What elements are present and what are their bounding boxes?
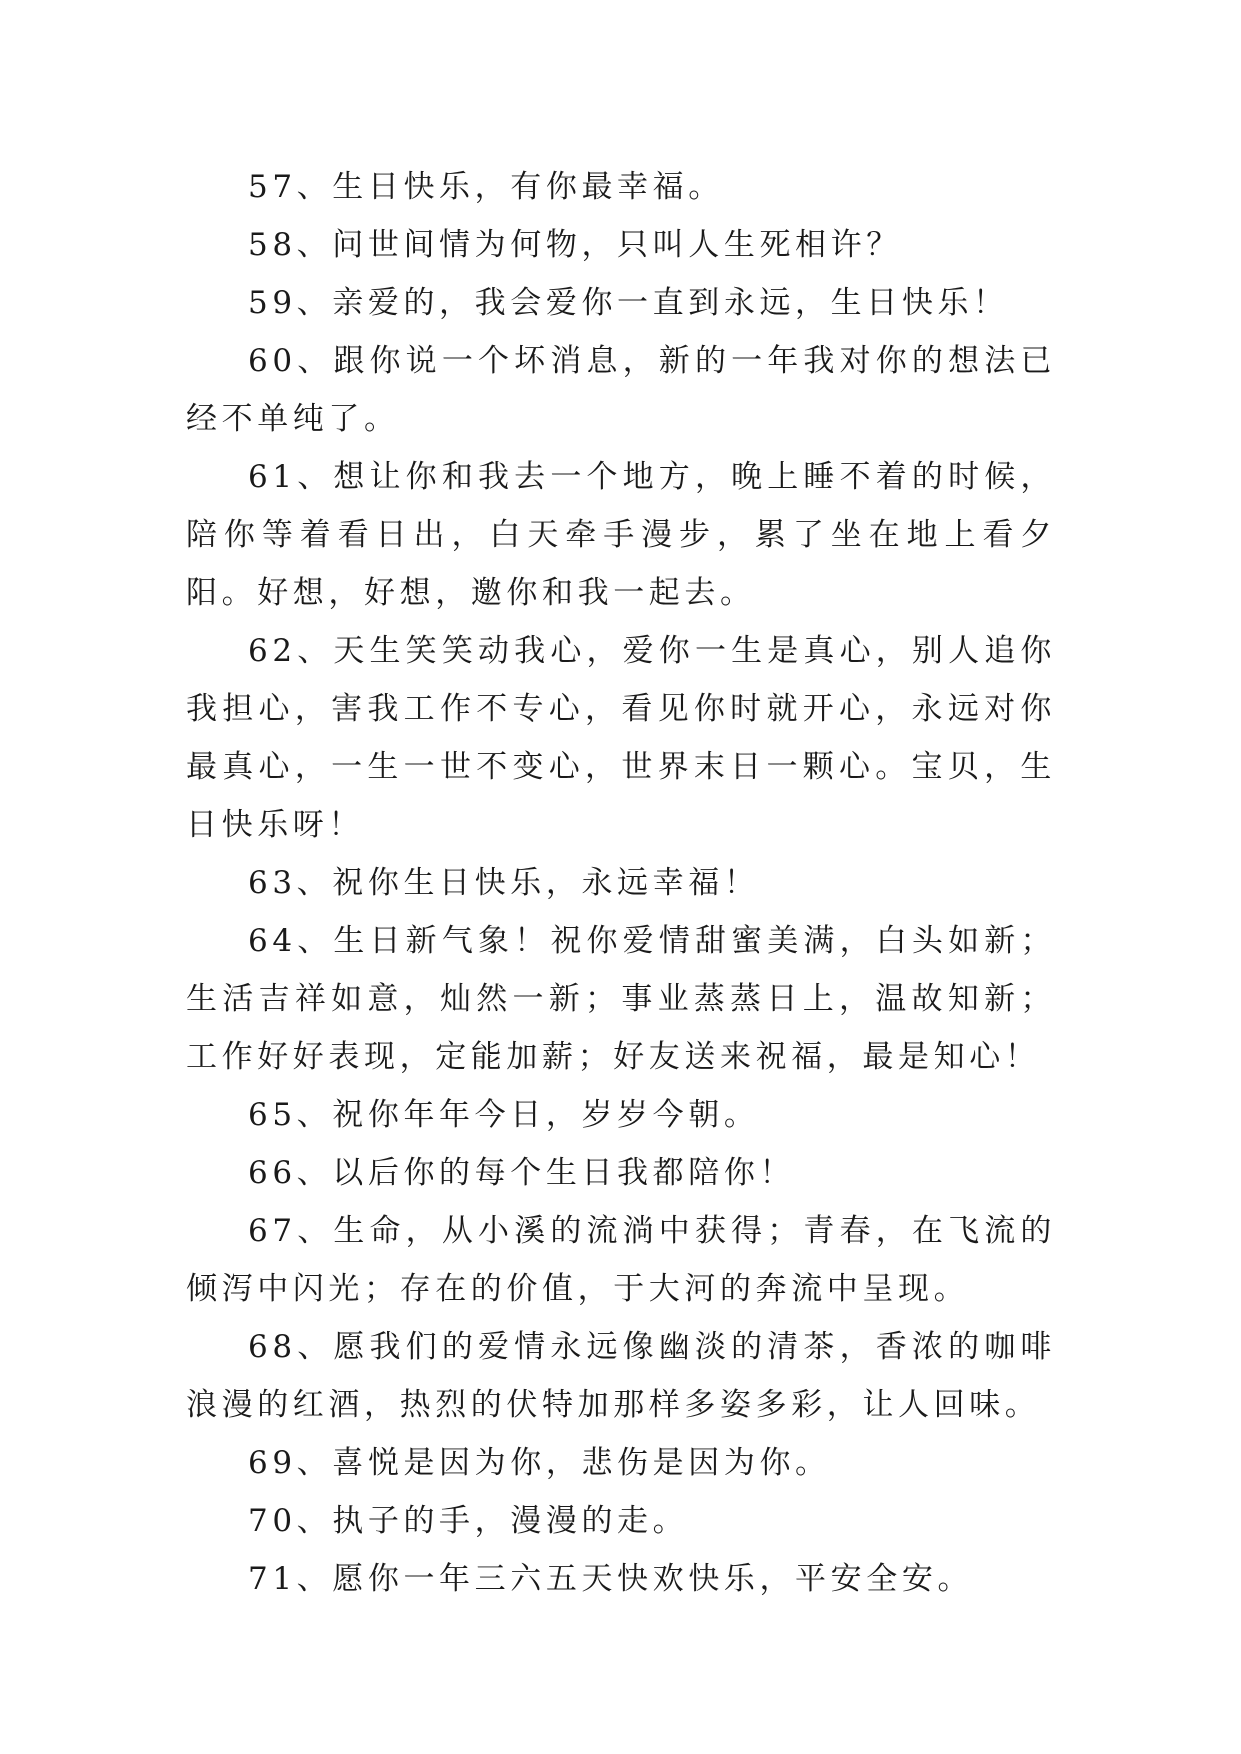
wish-item-59: 59、亲爱的，我会爱你一直到永远，生日快乐！: [248, 285, 1009, 321]
wish-item-62: 62、天生笑笑动我心，爱你一生是真心，别人追你我担心，害我工作不专心，看见你时就开心，永远对你最真心，一生一世不变心，世界末日一颗心。宝贝，生日快乐呀！: [186, 633, 1056, 843]
wish-item-69: 69、喜悦是因为你，悲伤是因为你。: [248, 1445, 831, 1481]
wish-item-57: 57、生日快乐，有你最幸福。: [248, 169, 724, 205]
wish-item-66: 66、以后你的每个生日我都陪你！: [248, 1155, 796, 1191]
wish-item-68: 68、愿我们的爱情永远像幽淡的清茶，香浓的咖啡浪漫的红酒，热烈的伏特加那样多姿多彩，让人回味。: [186, 1329, 1056, 1423]
wish-item-71: 71、愿你一年三六五天快欢快乐，平安全安。: [248, 1561, 974, 1597]
wish-item-67: 67、生命，从小溪的流淌中获得；青春，在飞流的倾泻中闪光；存在的价值，于大河的奔流中呈现。: [186, 1213, 1056, 1307]
wish-item-64: 64、生日新气象！祝你爱情甜蜜美满，白头如新；生活吉祥如意，灿然一新；事业蒸蒸日上，温故知新；工作好好表现，定能加薪；好友送来祝福，最是知心！: [186, 923, 1056, 1075]
wish-item-61: 61、想让你和我去一个地方，晚上睡不着的时候，陪你等着看日出，白天牵手漫步，累了坐在地上看夕阳。好想，好想，邀你和我一起去。: [186, 459, 1056, 611]
wish-item-63: 63、祝你生日快乐，永远幸福！: [248, 865, 760, 901]
wish-item-60: 60、跟你说一个坏消息，新的一年我对你的想法已经不单纯了。: [186, 343, 1056, 437]
wish-item-70: 70、执子的手，漫漫的走。: [248, 1503, 689, 1539]
wish-item-58: 58、问世间情为何物，只叫人生死相许？: [248, 227, 902, 263]
wish-item-65: 65、祝你年年今日，岁岁今朝。: [248, 1097, 760, 1133]
document-body: [186, 158, 1056, 1608]
